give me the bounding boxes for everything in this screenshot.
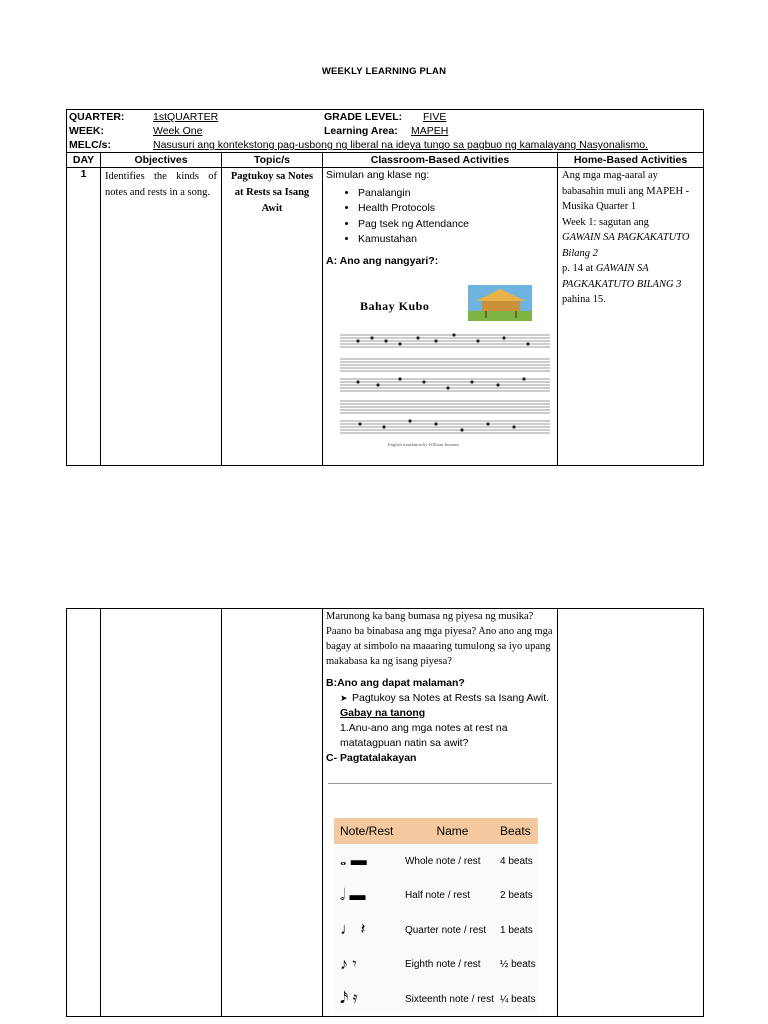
guide-question-heading: Gabay na tanong xyxy=(340,707,426,719)
note-row xyxy=(334,982,538,1017)
home-page-15: pahina 15. xyxy=(562,294,606,305)
note-beats: 4 beats xyxy=(499,855,533,867)
topic-cell: Pagtukoy sa Notes at Rests sa Isang Awit xyxy=(222,168,323,466)
topic-cell-empty xyxy=(222,609,323,1017)
note-row xyxy=(334,913,538,948)
col-topics: Topic/s xyxy=(222,153,323,168)
name-header: Name xyxy=(436,824,469,838)
classroom-activities-cell xyxy=(323,168,558,466)
list-item: • Health Protocols xyxy=(358,201,554,217)
activity-intro: Simulan ang klase ng: xyxy=(326,169,430,181)
home-intro: Ang mga mag-aaral ay babasahin muli ang MAPEH -Musika Quarter 1 xyxy=(562,170,690,212)
melc-label: MELC/s: xyxy=(69,139,111,151)
home-activities-cell xyxy=(558,168,704,466)
song-sheet xyxy=(326,269,554,451)
note-beats: ¼ beats xyxy=(499,993,536,1005)
home-page-14: p. 14 at xyxy=(562,263,594,274)
day-cell: 1 xyxy=(67,168,101,466)
objective-cell-empty xyxy=(101,609,222,1017)
note-row xyxy=(334,948,538,983)
quarter-label: QUARTER: xyxy=(69,111,125,123)
note-name: Eighth note / rest xyxy=(404,959,481,971)
eighth-note-icon: ♪ 𝄾 xyxy=(340,955,357,973)
list-item: • Pag tsek ng Attendance xyxy=(358,217,554,233)
section-c-heading: C- Pagtatalakayan xyxy=(326,752,417,764)
melc-value: Nasusuri ang kontekstong pag-usbong ng liberal na ideya tungo sa pagbuo ng kamalayang Nasyonalismo. xyxy=(153,139,648,151)
song-title: Bahay Kubo xyxy=(360,299,430,313)
note-name: Half note / rest xyxy=(404,890,470,902)
note-name: Quarter note / rest xyxy=(404,924,487,936)
week-label: WEEK: xyxy=(69,125,104,137)
home-gawain-3: GAWAIN SA PAGKAKATUTO BILANG 3 xyxy=(562,263,682,290)
guide-question: 1.Anu-ano ang mga notes at rest na matatagpuan natin sa awit? xyxy=(340,722,508,749)
quarter-note-icon: ♩ 𝄽 xyxy=(340,921,366,939)
col-home-activities: Home-Based Activities xyxy=(558,153,704,168)
col-objectives: Objectives xyxy=(101,153,222,168)
note-rest-header: Note/Rest xyxy=(340,824,394,838)
activity-list xyxy=(326,186,554,248)
learning-area-value: MAPEH xyxy=(411,125,449,137)
page-title: WEEKLY LEARNING PLAN xyxy=(321,66,447,77)
list-item: • Kamustahan xyxy=(358,232,554,248)
home-activities-cell-empty xyxy=(558,609,704,1017)
beats-header: Beats xyxy=(499,824,531,838)
divider xyxy=(328,783,552,784)
section-b-list xyxy=(326,691,554,706)
note-row xyxy=(334,879,538,914)
objective-cell: Identifies the kinds of notes and rests in a song. xyxy=(101,168,222,466)
sheet-music-image xyxy=(338,329,552,439)
note-rest-chart xyxy=(334,818,538,1014)
section-b-heading: B:Ano ang dapat malaman? xyxy=(326,677,465,689)
learning-area-label: Learning Area: xyxy=(324,125,398,137)
list-item: • Panalangin xyxy=(358,186,554,202)
home-gawain-2: GAWAIN SA PAGKAKATUTO Bilang 2 xyxy=(562,232,690,259)
grade-level-label: GRADE LEVEL: xyxy=(324,111,403,123)
bahay-kubo-hut-image xyxy=(468,285,532,321)
whole-note-icon: 𝅝 ▬ xyxy=(340,852,367,870)
weekly-plan-table xyxy=(66,109,704,466)
note-name: Whole note / rest xyxy=(404,855,481,867)
note-beats: ½ beats xyxy=(499,959,536,971)
col-day: DAY xyxy=(67,153,101,168)
motivation-question: Marunong ka bang bumasa ng piyesa ng musika? Paano ba binabasa ang mga piyesa? Ano ano ang mga bagay at simbolo na maaaring tumulong sa iyo upang makabasa ka ng isang piyesa? xyxy=(326,611,553,667)
half-note-icon: 𝅗𝅥 ▬ xyxy=(340,886,366,904)
note-chart-header xyxy=(334,818,538,844)
song-credit: English translation by William Jiménez xyxy=(388,442,459,447)
note-name: Sixteenth note / rest xyxy=(404,993,494,1005)
day-cell-empty xyxy=(67,609,101,1017)
note-beats: 1 beats xyxy=(499,924,533,936)
home-week: Week 1: sagutan ang xyxy=(562,216,649,228)
week-value: Week One xyxy=(153,125,203,137)
col-classroom-activities: Classroom-Based Activities xyxy=(323,153,558,168)
note-row xyxy=(334,844,538,879)
list-item: ➤ Pagtukoy sa Notes at Rests sa Isang Awit. xyxy=(340,691,554,706)
sixteenth-note-icon: 𝅘𝅥𝅯 𝄿 xyxy=(340,990,358,1008)
quarter-value: 1stQUARTER xyxy=(153,111,219,123)
section-a-heading: A: Ano ang nangyari?: xyxy=(326,254,439,267)
note-beats: 2 beats xyxy=(499,890,533,902)
grade-level-value: FIVE xyxy=(423,111,447,123)
